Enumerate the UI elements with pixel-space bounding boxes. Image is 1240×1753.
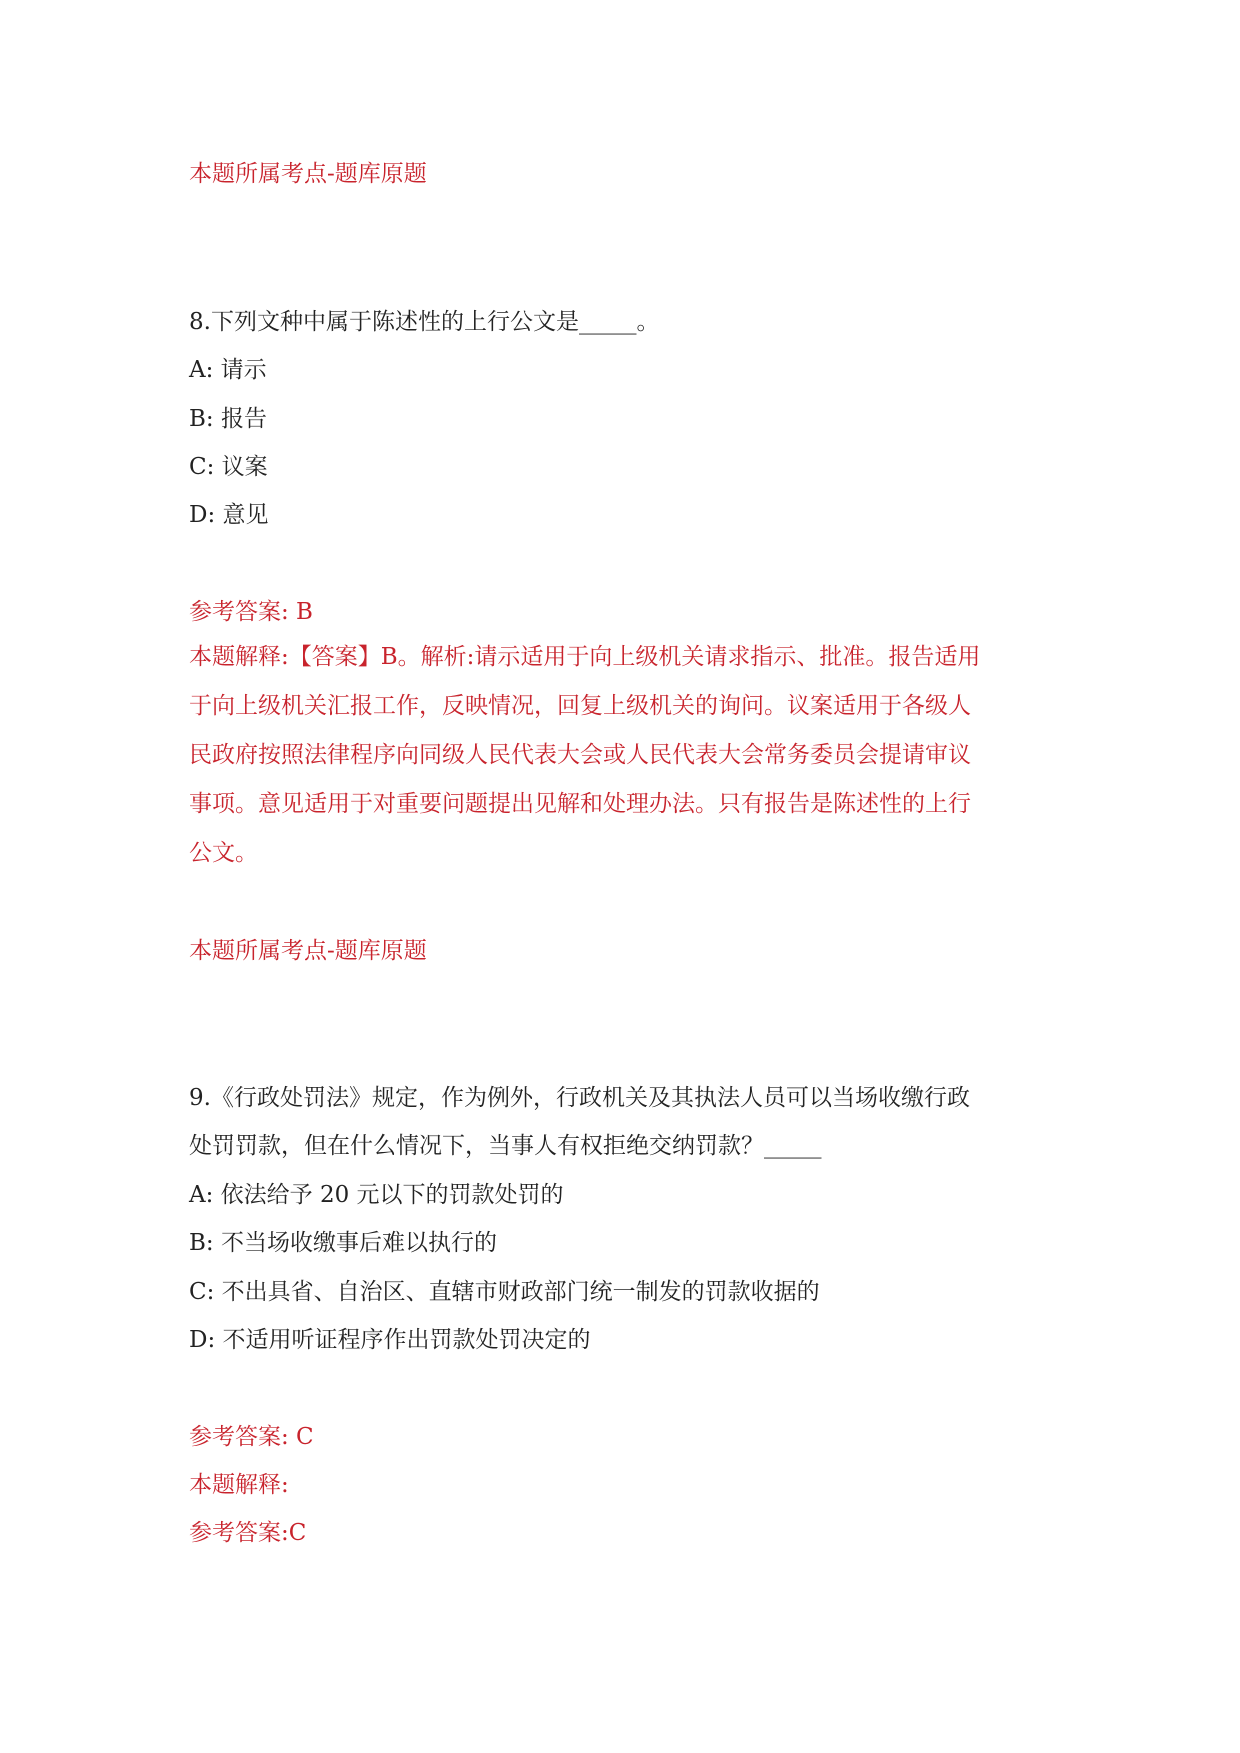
question-9-answer-repeat: 参考答案:C — [189, 1520, 307, 1546]
question-8-explanation — [189, 633, 1059, 878]
question-9-option-b: B: 不当场收缴事后难以执行的 — [189, 1230, 497, 1256]
question-9-option-a: A: 依法给予 20 元以下的罚款处罚的 — [189, 1182, 564, 1208]
question-8-answer: 参考答案: B — [189, 599, 313, 625]
question-9-option-c: C: 不出具省、自治区、直辖市财政部门统一制发的罚款收据的 — [189, 1279, 820, 1305]
question-8-option-d: D: 意见 — [189, 502, 269, 528]
question-8-topic-label: 本题所属考点-题库原题 — [189, 938, 427, 964]
question-8-option-c: C: 议案 — [189, 454, 268, 480]
topic-label-top: 本题所属考点-题库原题 — [189, 161, 427, 187]
question-9-option-d: D: 不适用听证程序作出罚款处罚决定的 — [189, 1327, 591, 1353]
question-8-explanation-line: 民政府按照法律程序向同级人民代表大会或人民代表大会常务委员会提请审议 — [189, 742, 971, 768]
question-8-explanation-line: 公文。 — [189, 840, 258, 866]
question-9-text-line-1: 9.《行政处罚法》规定，作为例外，行政机关及其执法人员可以当场收缴行政 — [189, 1085, 970, 1111]
question-8-option-a: A: 请示 — [189, 357, 267, 383]
question-8-explanation-line: 事项。意见适用于对重要问题提出见解和处理办法。只有报告是陈述性的上行 — [189, 791, 971, 817]
question-8-explanation-line: 于向上级机关汇报工作，反映情况，回复上级机关的询问。议案适用于各级人 — [189, 693, 971, 719]
question-9-text-line-2: 处罚罚款，但在什么情况下，当事人有权拒绝交纳罚款？_____ — [189, 1133, 822, 1159]
question-8-text: 8.下列文种中属于陈述性的上行公文是_____。 — [189, 309, 660, 335]
question-8-option-b: B: 报告 — [189, 406, 267, 432]
question-9-answer: 参考答案: C — [189, 1424, 314, 1450]
question-9-explanation: 本题解释: — [189, 1472, 289, 1498]
question-8-explanation-line: 本题解释:【答案】B。解析:请示适用于向上级机关请求指示、批准。报告适用 — [189, 644, 981, 670]
